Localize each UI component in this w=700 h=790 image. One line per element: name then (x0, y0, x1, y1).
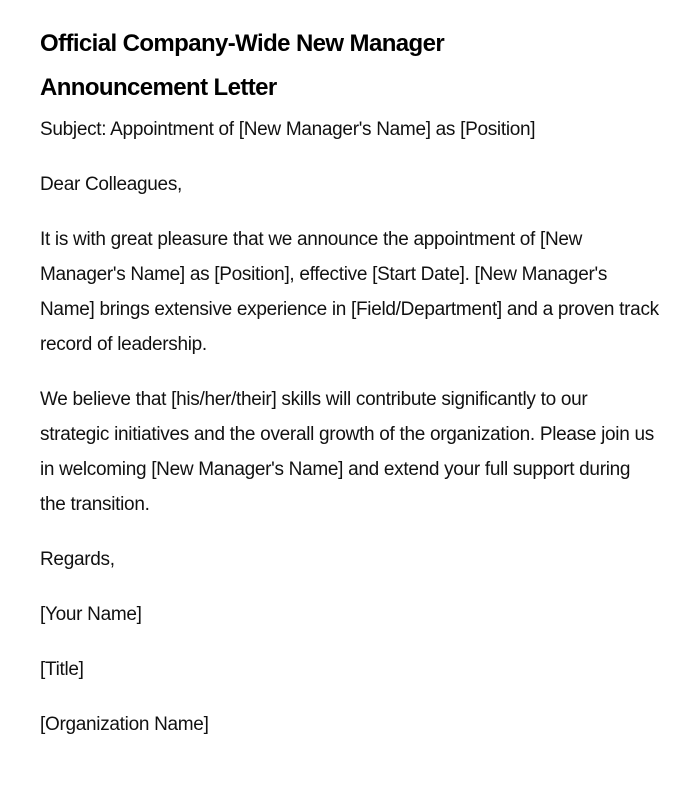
signature-name: [Your Name] (40, 604, 142, 625)
letter-title: Official Company-Wide New Manager Announcement Letter (40, 30, 445, 101)
letter-subject: Subject: Appointment of [New Manager's Name] as [Position] (40, 119, 536, 140)
letter-salutation: Dear Colleagues, (40, 174, 183, 195)
letter-paragraph-2: We believe that [his/her/their] skills will contribute significantly to our strategic initiatives and the overall growth of the organization. Please join us in welcoming [New Manager's Name] and extend your full support during the transition. (40, 389, 654, 515)
signature-organization: [Organization Name] (40, 714, 209, 735)
letter-closing: Regards, (40, 549, 115, 570)
letter-paragraph-1: It is with great pleasure that we announce the appointment of [New Manager's Name] as [Position], effective [Start Date]. [New Manager's Name] brings extensive experience in [Field/Department] and a proven track record of leadership. (40, 229, 659, 355)
signature-title: [Title] (40, 659, 84, 680)
